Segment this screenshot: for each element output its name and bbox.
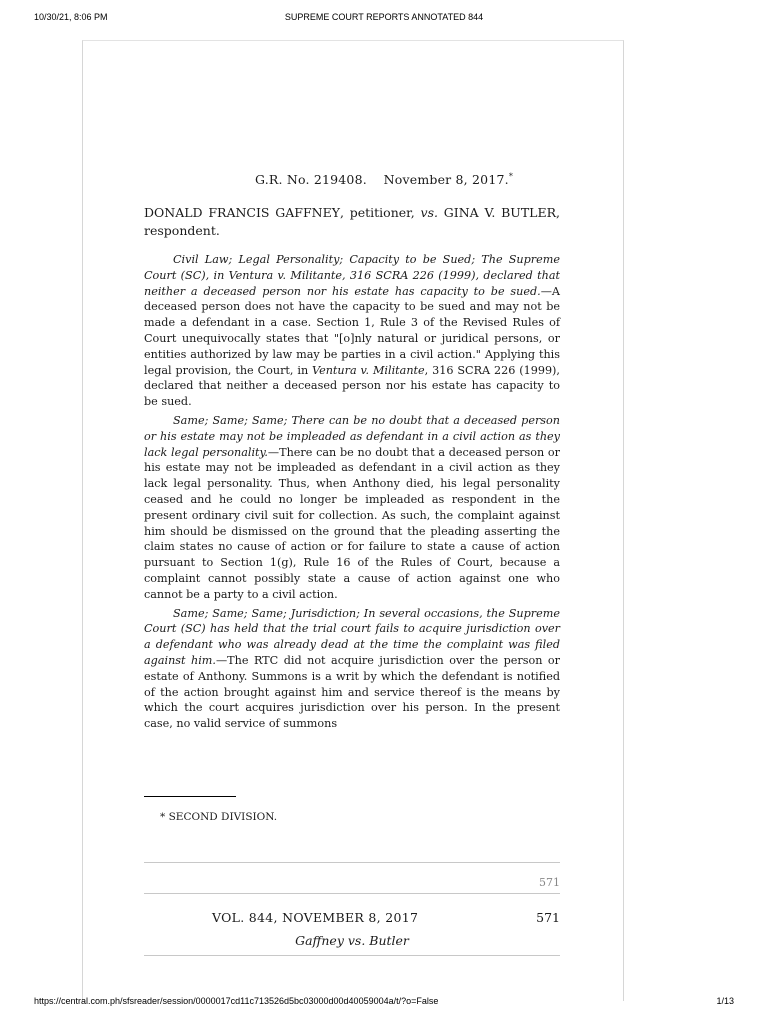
print-url: https://central.com.ph/sfsreader/session/0000017cd11c713526d5bc03000d00d40059004a/t/?o=False [34, 996, 439, 1006]
print-footer [0, 996, 768, 1010]
running-head [144, 910, 560, 928]
print-header [0, 12, 768, 26]
print-title: SUPREME COURT REPORTS ANNOTATED 844 [284, 12, 484, 22]
respondent-name: GINA V. BUTLER [443, 205, 557, 220]
page-divider [144, 955, 560, 956]
print-page-count: 1/13 [716, 996, 734, 1006]
paragraph-text: , 316 SCRA 226 (1999), declared that neither a deceased person nor his estate has capacity to be sued. [144, 363, 560, 409]
headnote: Civil Law; Legal Personality; Capacity to be Sued; The Supreme Court (SC), in Ventura v. Militante, 316 SCRA 226 (1999), declared that neither a deceased person nor his estate has capacity to be sued. [144, 253, 560, 298]
headnote: Same; Same; Same; There can be no doubt that a deceased person or his estate may not be impleaded as defendant in a civil action as they lack legal personality. [144, 413, 560, 459]
syllabus-paragraph [144, 252, 560, 410]
footnote: * SECOND DIVISION. [160, 811, 278, 823]
syllabus-body [144, 252, 560, 735]
syllabus-paragraph [144, 413, 560, 603]
gr-number: G.R. No. 219408. [254, 172, 367, 188]
petitioner-name: DONALD FRANCIS GAFFNEY [144, 205, 340, 220]
footnote-marker: * [508, 172, 514, 181]
page-number: 571 [539, 876, 560, 889]
page-divider [144, 893, 560, 894]
page-divider [144, 862, 560, 863]
footnote-rule [144, 796, 236, 797]
headnote: Same; Same; Same; Jurisdiction; In several occasions, the Supreme Court (SC) has held that the trial court fails to acquire jurisdiction over a defendant who was already dead at the time the complaint was filed against him. [144, 606, 560, 667]
versus: vs. [420, 205, 438, 220]
petitioner-role: , petitioner, [339, 205, 421, 220]
case-number-line [0, 172, 768, 187]
case-parties [144, 204, 560, 240]
syllabus-paragraph [144, 606, 560, 732]
running-head-subtitle: Gaffney vs. Butler [295, 933, 409, 948]
decision-date: November 8, 2017. [383, 172, 509, 188]
running-head-title: VOL. 844, NOVEMBER 8, 2017 [212, 910, 419, 925]
paragraph-text: —There can be no doubt that a deceased person or his estate may not be impleaded as defendant in a civil action as they lack legal personality. Thus, when Anthony died, his legal personality ceased and he could no longer be impleaded as respondent in the present ordinary civil suit for collection. As such, the complaint against him should be dismissed on the ground that the pleading asserting the claim states no cause of action or for failure to state a cause of action pursuant to Section 1(g), Rule 16 of the Rules of Court, because a complaint cannot possibly state a cause of action against one who cannot be a party to a civil action. [144, 445, 560, 601]
running-head-page: 571 [536, 910, 560, 925]
respondent-role: , respondent. [144, 205, 560, 238]
paragraph-text: —A deceased person does not have the capacity to be sued and may not be made a defendant in a case. Section 1, Rule 3 of the Revised Rules of Court unequivocally states that "[o]nly natural or juridical persons, or entities authorized by law may be parties in a civil action." Applying this legal provision, the Court, in [144, 284, 560, 377]
print-datetime: 10/30/21, 8:06 PM [34, 12, 108, 22]
case-citation: Ventura v. Militante [312, 363, 425, 377]
paragraph-text: —The RTC did not acquire jurisdiction over the person or estate of Anthony. Summons is a writ by which the defendant is notified of the action brought against him and service thereof is the means by which the court acquires jurisdiction over his person. In the present case, no valid service of summons [144, 653, 560, 731]
